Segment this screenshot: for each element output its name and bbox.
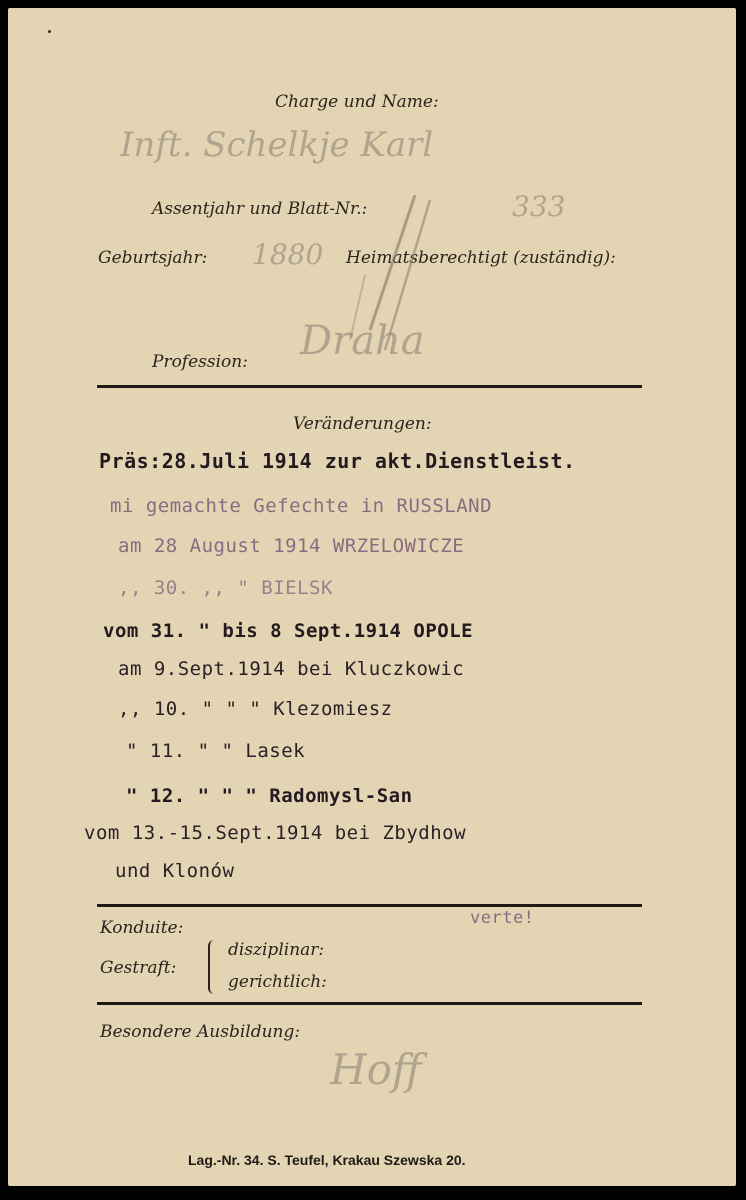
entry-line: und Klonów <box>115 860 235 882</box>
divider-1 <box>97 385 642 388</box>
name-handwriting: Inft. Schelkje Karl <box>120 125 434 165</box>
divider-2 <box>97 904 642 907</box>
handwriting-strokes <box>250 180 450 380</box>
geburtsjahr-handwriting: 1880 <box>252 238 324 271</box>
veraenderungen-label: Veränderungen: <box>293 414 432 434</box>
entry-line: " 11. " " Lasek <box>126 740 306 762</box>
ink-speck <box>48 30 51 33</box>
entry-line: mi gemachte Gefechte in RUSSLAND <box>110 495 493 517</box>
ausbildung-label: Besondere Ausbildung: <box>100 1022 301 1042</box>
entry-line: am 9.Sept.1914 bei Kluczkowic <box>118 658 465 680</box>
profession-label: Profession: <box>152 352 248 372</box>
profession-handwriting: Draha <box>300 318 425 364</box>
assentjahr-label: Assentjahr und Blatt-Nr.: <box>152 199 368 219</box>
entry-line: ,, 10. " " " Klezomiesz <box>118 698 393 720</box>
blatt-nr-handwriting: 333 <box>512 190 566 223</box>
entry-line: Präs:28.Juli 1914 zur akt.Dienstleist. <box>99 449 576 473</box>
heimat-label: Heimatsberechtigt (zuständig): <box>346 248 616 268</box>
geburtsjahr-label: Geburtsjahr: <box>98 248 208 268</box>
printer-footer: Lag.-Nr. 34. S. Teufel, Krakau Szewska 20. <box>188 1152 466 1168</box>
gestraft-label: Gestraft: <box>100 958 177 978</box>
entry-line: am 28 August 1914 WRZELOWICZE <box>118 535 465 557</box>
entry-line: " 12. " " " Radomysl-San <box>126 785 413 807</box>
entry-line: vom 31. " bis 8 Sept.1914 OPOLE <box>103 620 474 642</box>
signature-handwriting: Hoff <box>330 1045 422 1094</box>
entry-line: vom 13.-15.Sept.1914 bei Zbydhow <box>84 822 467 844</box>
disziplinar-label: disziplinar: <box>228 940 325 960</box>
verte-stamp: verte! <box>470 908 535 928</box>
gerichtlich-label: gerichtlich: <box>228 972 327 992</box>
brace <box>208 940 216 994</box>
charge-name-label: Charge und Name: <box>275 92 439 112</box>
divider-3 <box>97 1002 642 1005</box>
konduite-label: Konduite: <box>100 918 184 938</box>
entry-line: ,, 30. ,, " BIELSK <box>118 577 333 599</box>
